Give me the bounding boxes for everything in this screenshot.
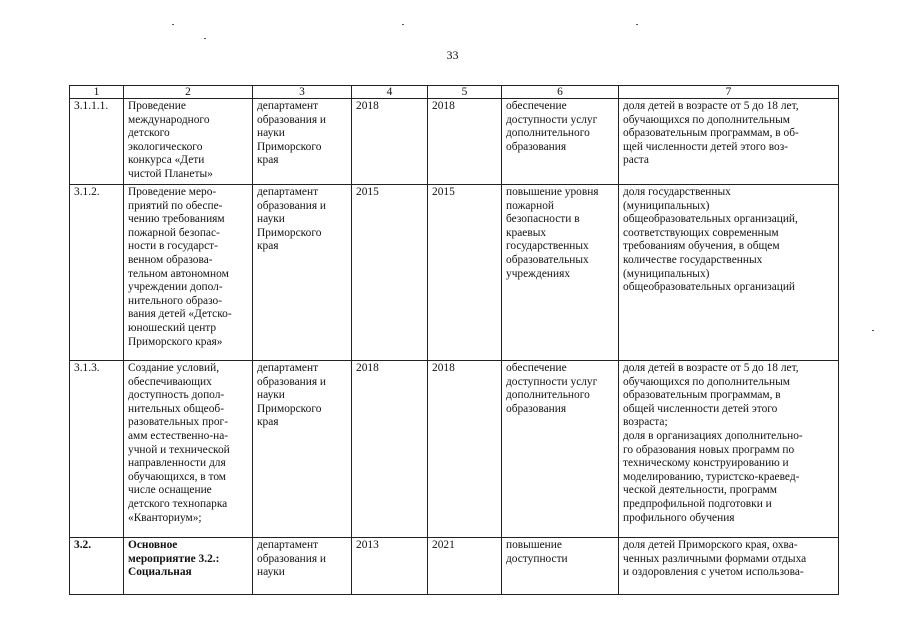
column-number: 2	[124, 86, 253, 99]
measure-number: 3.1.2.	[70, 185, 124, 361]
table-row	[70, 185, 839, 361]
measure-indicator: доля детей в возрасте от 5 до 18 лет, обучающихся по дополнительным образовательным программам, в общей численности детей этого возраста; доля в организациях дополнительно- го образования новых программ по техническому конструированию и моделированию, туристско-краевед- ческой деятельности, программ предпрофильной подготовки и профильного обучения	[619, 361, 839, 538]
column-number: 1	[70, 86, 124, 99]
measure-number: 3.2.	[70, 538, 124, 594]
column-number-row	[70, 86, 839, 99]
measure-executor: департамент образования и науки	[253, 538, 352, 594]
scan-speck	[204, 38, 206, 39]
measure-number: 3.1.3.	[70, 361, 124, 538]
measure-start-year: 2018	[352, 99, 428, 185]
column-number: 4	[352, 86, 428, 99]
measure-expected-result: обеспечение доступности услуг дополнительного образования	[502, 99, 619, 185]
column-number: 6	[502, 86, 619, 99]
measure-start-year: 2015	[352, 185, 428, 361]
measure-name: Проведение меро- приятий по обеспе- чению требованиям пожарной безопас- ности в государст- венном образова- тельном автономном учреждении допол- нительного образо- вания детей «Детско- юношеский центр Приморского края»	[124, 185, 253, 361]
measure-executor: департамент образования и науки Приморского края	[253, 361, 352, 538]
column-number: 5	[428, 86, 502, 99]
measure-name: Проведение международного детского экологического конкурса «Дети чистой Планеты»	[124, 99, 253, 185]
measure-indicator: доля детей Приморского края, охва- ченных различными формами отдыха и оздоровления с учетом использова-	[619, 538, 839, 594]
measure-executor: департамент образования и науки Приморского края	[253, 99, 352, 185]
measure-start-year: 2013	[352, 538, 428, 594]
measure-name: Создание условий, обеспечивающих доступность допол- нительных общеоб- разовательных прог- амм естественно-на- учной и технической направленности для обучающихся, в том числе оснащение детского технопарка «Кванториум»;	[124, 361, 253, 538]
table-row	[70, 538, 839, 594]
scan-speck	[172, 24, 174, 25]
measure-expected-result: повышение уровня пожарной безопасности в краевых государственных образовательных учреждениях	[502, 185, 619, 361]
measure-number: 3.1.1.1.	[70, 99, 124, 185]
table-row	[70, 99, 839, 185]
column-number: 3	[253, 86, 352, 99]
measure-end-year: 2015	[428, 185, 502, 361]
column-number: 7	[619, 86, 839, 99]
measure-executor: департамент образования и науки Приморского края	[253, 185, 352, 361]
table-bottom-rule	[69, 594, 839, 595]
measure-start-year: 2018	[352, 361, 428, 538]
measure-indicator: доля государственных (муниципальных) общеобразовательных организаций, соответствующих современным требованиям обучения, в общем количестве государственных (муниципальных) общеобразовательных организаций	[619, 185, 839, 361]
measures-table	[69, 85, 839, 594]
measure-expected-result: обеспечение доступности услуг дополнительного образования	[502, 361, 619, 538]
measure-indicator: доля детей в возрасте от 5 до 18 лет, обучающихся по дополнительным образовательным программам, в об- щей численности детей этого воз- раста	[619, 99, 839, 185]
measure-end-year: 2018	[428, 361, 502, 538]
scan-speck	[872, 330, 874, 331]
measure-expected-result: повышение доступности	[502, 538, 619, 594]
page-number: 33	[446, 48, 459, 62]
measure-end-year: 2018	[428, 99, 502, 185]
measure-name: Основное мероприятие 3.2.: Социальная	[124, 538, 253, 594]
scan-speck	[636, 24, 638, 25]
table-row	[70, 361, 839, 538]
measure-end-year: 2021	[428, 538, 502, 594]
scan-speck	[402, 24, 404, 25]
